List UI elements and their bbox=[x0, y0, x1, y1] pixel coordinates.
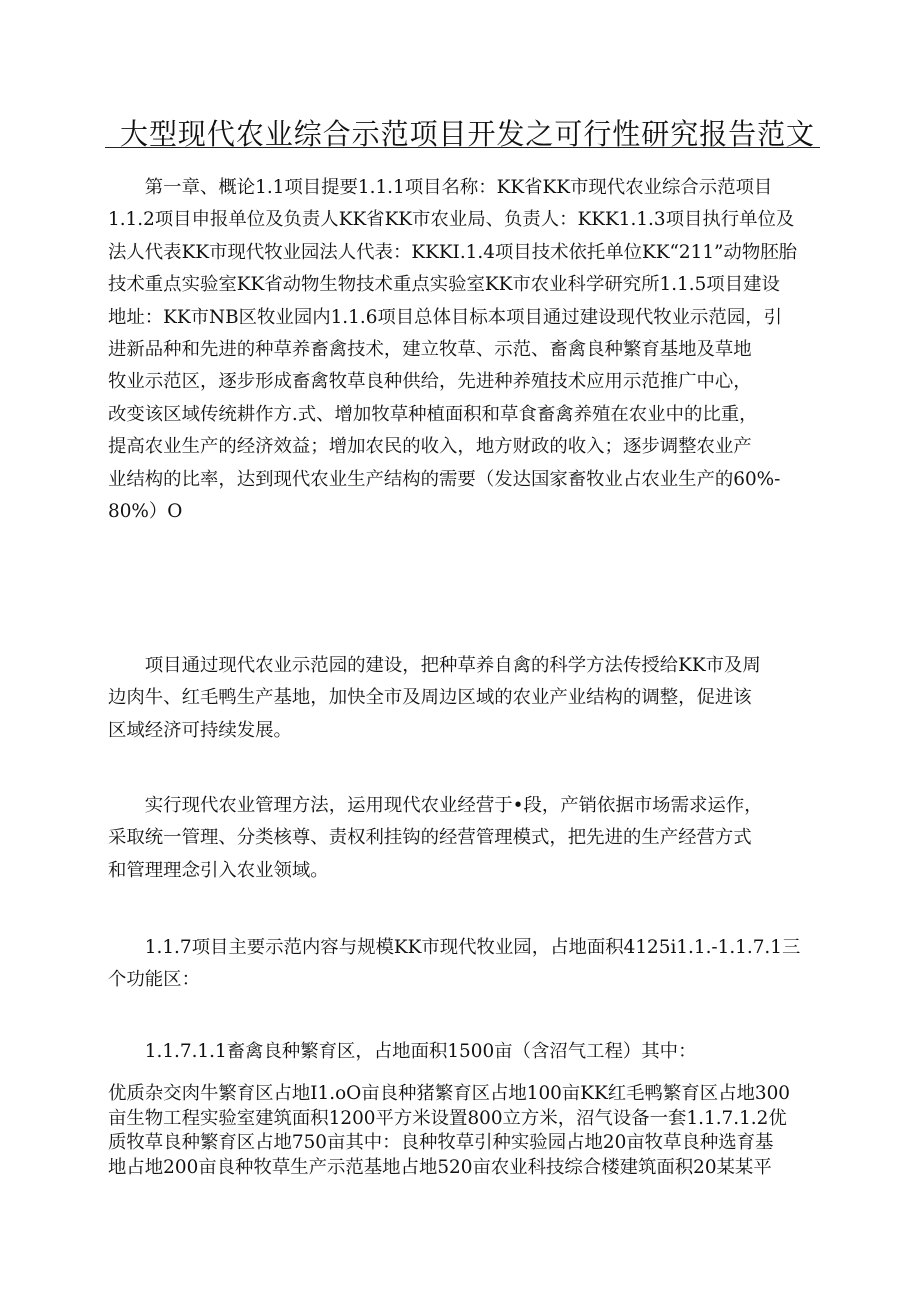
text-line: 1.1.2项目申报单位及负责人KK省KK市农业局、负责人：KKK1.1.3项目执行单位及 bbox=[108, 209, 795, 231]
text-line: 地占地200亩良种牧草生产示范基地占地520亩农业科技综合楼建筑面积20某某平 bbox=[108, 1156, 772, 1178]
text-line: 1.1.7.1.1畜禽良种繁育区，占地面积1500亩（含沼气工程）其中： bbox=[108, 1041, 697, 1062]
text-line: 改变该区域传统耕作方.式、增加牧草种植面积和草食畜禽养殖在农业中的比重， bbox=[108, 403, 758, 425]
text-line: 项目通过现代农业示范园的建设，把种草养自禽的科学方法传授给KK市及周 bbox=[108, 655, 761, 676]
text-line: 采取统一管理、分类核尊、责权利挂钩的经营管理模式，把先进的生产经营方式 bbox=[108, 827, 752, 849]
text-line: 和管理理念引入农业领域。 bbox=[108, 859, 329, 881]
text-line: 亩生物工程实验室建筑面积1200平方米设置800立方米，沼气设备一套1.1.7.1.2优 bbox=[108, 1107, 787, 1129]
title-underline bbox=[105, 147, 820, 148]
text-line: 质牧草良种繁育区占地750亩其中：良种牧草引种实验园占地20亩牧草良种选育基 bbox=[108, 1132, 774, 1153]
text-line: 1.1.7项目主要示范内容与规模KK市现代牧业园，占地面积4125i1.1.-1.1.7.1三 bbox=[108, 937, 801, 958]
text-line: 边肉牛、红毛鸭生产基地，加快全市及周边区域的农业产业结构的调整，促进该 bbox=[108, 687, 752, 709]
text-line: 80%）O bbox=[108, 500, 183, 522]
text-line: 第一章、概论1.1项目提要1.1.1项目名称：KK省KK市现代农业综合示范项目 bbox=[108, 177, 773, 198]
paragraph-overview bbox=[108, 172, 818, 528]
paragraph-scope bbox=[108, 932, 818, 997]
text-line: 进新品种和先进的种草养畜禽技术，建立牧草、示范、畜禽良种繁育基地及草地 bbox=[108, 338, 752, 360]
text-line: 实行现代农业管理方法，运用现代农业经营于•段，产销依据市场需求运作， bbox=[108, 795, 763, 816]
text-line: 技术重点实验室KK省动物生物技术重点实验室KK市农业科学研究所1.1.5项目建设 bbox=[108, 274, 780, 296]
text-line: 提高农业生产的经济效益；增加农民的收入，地方财政的收入；逐步调整农业产 bbox=[108, 436, 752, 458]
text-line: 法人代表KK市现代牧业园法人代表：KKKI.1.4项目技术依托单位KK“211”动物胚胎 bbox=[108, 241, 797, 263]
text-line: 牧业示范区，逐步形成畜禽牧草良种供给，先进种养殖技术应用示范推广中心， bbox=[108, 371, 752, 393]
text-line: 优质杂交肉牛繁育区占地I1.oO亩良种猪繁育区占地100亩KK红毛鸭繁育区占地300 bbox=[108, 1083, 790, 1104]
paragraph-breeding-zone bbox=[108, 1036, 818, 1068]
document-title: 大型现代农业综合示范项目开发之可行性研究报告范文 bbox=[120, 117, 816, 151]
text-line: 业结构的比率，达到现代农业生产结构的需要（发达国家畜牧业占农业生产的60%- bbox=[108, 468, 781, 490]
text-line: 地址：KK市NB区牧业园内1.1.6项目总体目标本项目通过建设现代牧业示范园，引 bbox=[108, 306, 782, 328]
text-line: 区域经济可持续发展。 bbox=[108, 719, 292, 741]
paragraph-management bbox=[108, 790, 818, 887]
text-line: 个功能区： bbox=[108, 969, 200, 991]
paragraph-demo-park bbox=[108, 650, 818, 747]
paragraph-breeding-details bbox=[108, 1082, 818, 1180]
